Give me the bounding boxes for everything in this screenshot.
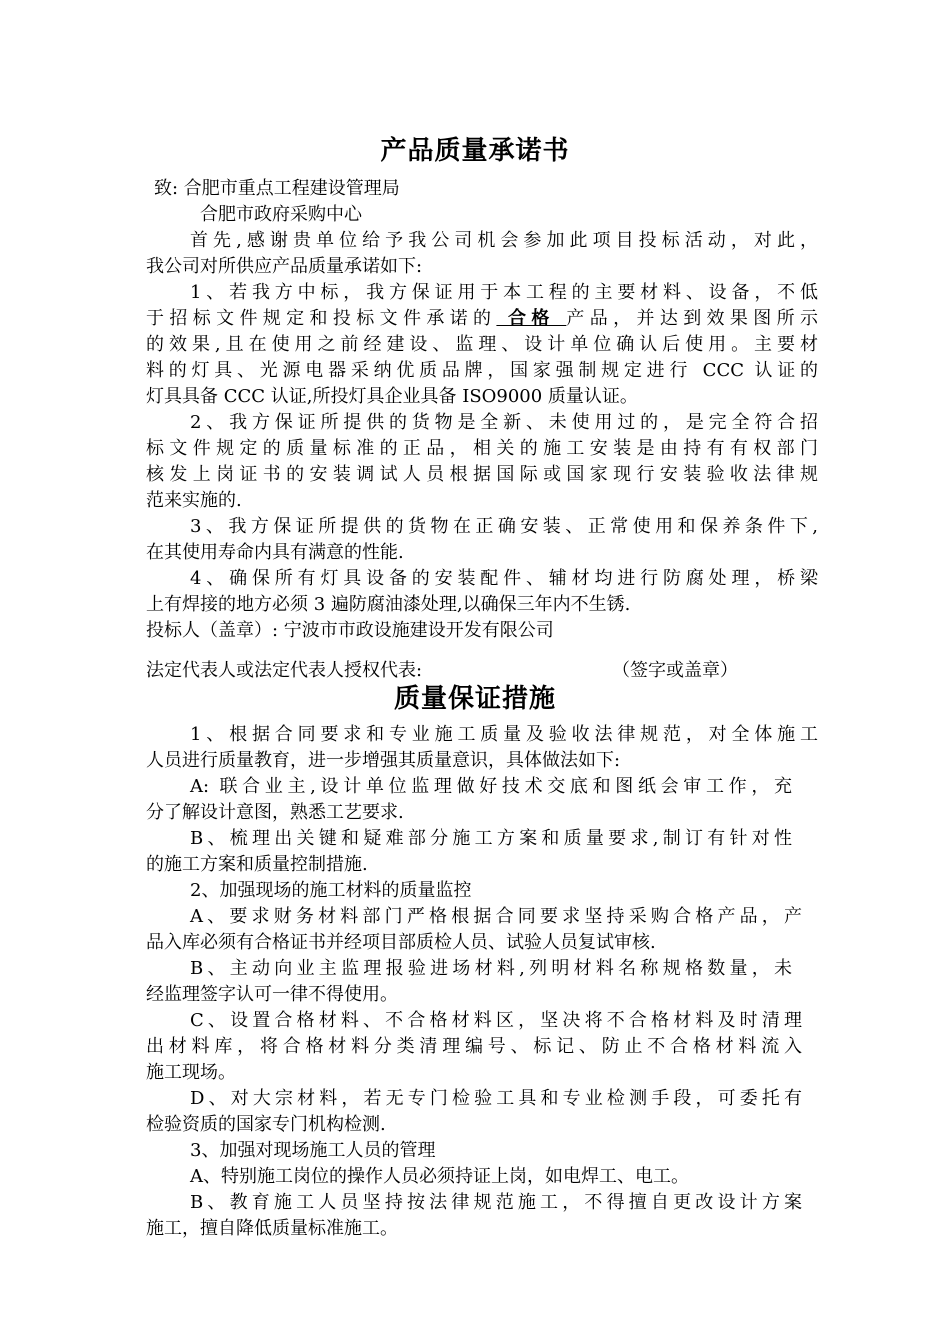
measure-3b-line-1: B、教育施工人员坚持按法律规范施工，不得擅自更改设计方案 [190, 1192, 802, 1213]
measure-1b-line-1: B、梳理出关键和疑难部分施工方案和质量要求,制订有针对性 [190, 828, 792, 849]
measures-title: 质量保证措施 [393, 684, 556, 714]
item1-line-2: 于招标文件规定和投标文件承诺的 合格 产品，并达到效果图所示 [146, 308, 818, 329]
measure-2c-line-1: C、设置合格材料、不合格材料区，坚决将不合格材料及时清理 [190, 1010, 802, 1031]
measure-2d-line-1: D、对大宗材料，若无专门检验工具和专业检测手段，可委托有 [190, 1088, 802, 1109]
signature-note: （签字或盖章） [612, 660, 738, 681]
measure-2d-line-2: 检验资质的国家专门机构检测. [146, 1114, 386, 1135]
item3-line-1: 3、我方保证所提供的货物在正确安装、正常使用和保养条件下, [190, 516, 818, 537]
measure-3b-line-2: 施工，擅自降低质量标准施工。 [146, 1218, 398, 1239]
qualified-underlined: 合格 [496, 308, 567, 329]
item2-line-2: 标文件规定的质量标准的正品，相关的施工安装是由持有有权部门 [146, 438, 818, 459]
measure-1a-line-2: 分了解设计意图，熟悉工艺要求. [146, 802, 404, 823]
measure-1a-line-1: A: 联合业主,设计单位监理做好技术交底和图纸会审工作，充 [190, 776, 792, 797]
measure-3a: A、特别施工岗位的操作人员必须持证上岗，如电焊工、电工。 [190, 1166, 689, 1187]
item2-line-3: 核发上岗证书的安装调试人员根据国际或国家现行安装验收法律规 [146, 464, 818, 485]
item1-line-1: 1、若我方中标，我方保证用于本工程的主要材料、设备，不低 [190, 282, 818, 303]
item1-line-3: 的效果,且在使用之前经建设、监理、设计单位确认后使用。主要材 [146, 334, 818, 355]
measure-1-line-2: 人员进行质量教育，进一步增强其质量意识，具体做法如下: [146, 750, 621, 771]
measure-1b-line-2: 的施工方案和质量控制措施. [146, 854, 368, 875]
measure-2a-line-1: A、要求财务材料部门严格根据合同要求坚持采购合格产品，产 [190, 906, 802, 927]
salutation-line-2: 合肥市政府采购中心 [200, 204, 362, 225]
measure-1-line-1: 1、根据合同要求和专业施工质量及验收法律规范，对全体施工 [190, 724, 818, 745]
item4-line-1: 4、确保所有灯具设备的安装配件、辅材均进行防腐处理，桥梁 [190, 568, 818, 589]
item2-line-4: 范来实施的. [146, 490, 242, 511]
measure-2c-line-2: 出材料库，将合格材料分类清理编号、标记、防止不合格材料流入 [146, 1036, 802, 1057]
measure-2b-line-2: 经监理签字认可一律不得使用。 [146, 984, 398, 1005]
measure-2a-line-2: 品入库必须有合格证书并经项目部质检人员、试验人员复试审核. [146, 932, 656, 953]
intro-line-2: 我公司对所供应产品质量承诺如下: [146, 256, 423, 277]
bidder-line: 投标人（盖章）: 宁波市市政设施建设开发有限公司 [146, 620, 554, 641]
item4-line-2: 上有焊接的地方必须 3 遍防腐油漆处理,以确保三年内不生锈. [146, 594, 631, 615]
item1-line-5: 灯具具备 CCC 认证,所投灯具企业具备 ISO9000 质量认证。 [146, 386, 638, 407]
measure-2b-line-1: B、主动向业主监理报验进场材料,列明材料名称规格数量，未 [190, 958, 792, 979]
salutation-line-1: 致: 合肥市重点工程建设管理局 [154, 178, 400, 199]
item3-line-2: 在其使用寿命内具有满意的性能. [146, 542, 404, 563]
item1-line-4: 料的灯具、光源电器采纳优质品牌，国家强制规定进行 CCC 认证的 [146, 360, 818, 381]
measure-3: 3、加强对现场施工人员的管理 [190, 1140, 436, 1161]
measure-2: 2、加强现场的施工材料的质量监控 [190, 880, 472, 901]
intro-line-1: 首先,感谢贵单位给予我公司机会参加此项目投标活动，对此， [190, 230, 818, 251]
representative-label: 法定代表人或法定代表人授权代表: [146, 660, 423, 681]
measure-2c-line-3: 施工现场。 [146, 1062, 236, 1083]
item2-line-1: 2、我方保证所提供的货物是全新、未使用过的，是完全符合招 [190, 412, 818, 433]
commitment-title: 产品质量承诺书 [380, 136, 570, 166]
